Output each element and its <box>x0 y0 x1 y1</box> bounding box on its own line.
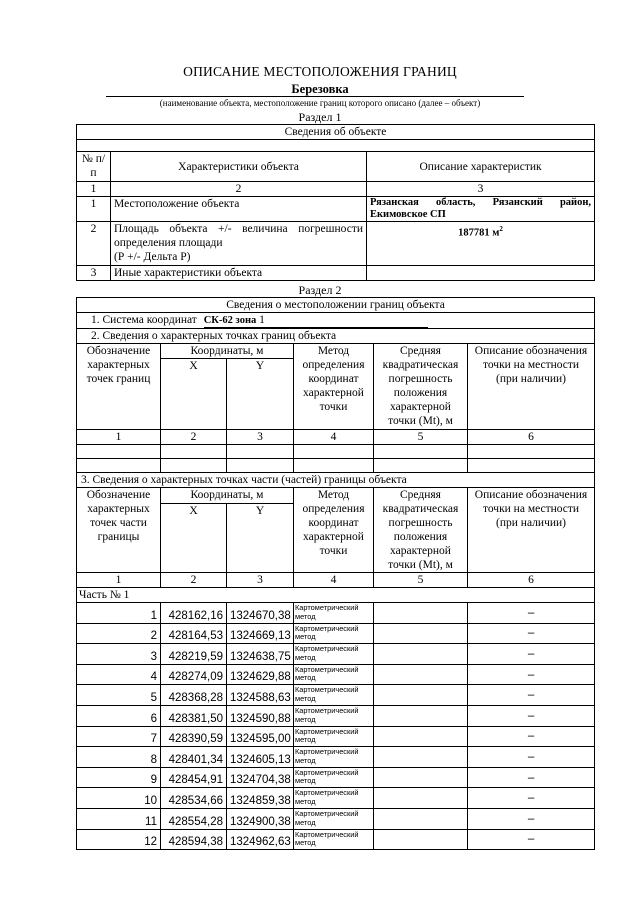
section1-table <box>76 124 595 281</box>
col-number: 3 <box>227 573 294 588</box>
document-title: ОПИСАНИЕ МЕСТОПОЛОЖЕНИЯ ГРАНИЦ <box>183 64 457 79</box>
point-y: 1324859,38 <box>227 788 294 809</box>
point-number: 4 <box>77 664 161 685</box>
point-x: 428164,53 <box>161 623 227 644</box>
point-mt <box>374 623 468 644</box>
col-number: 2 <box>161 430 227 445</box>
point-mt <box>374 767 468 788</box>
point-desc: – <box>468 829 595 850</box>
point-desc: – <box>468 705 595 726</box>
coord-system-value: СК-62 зона <box>203 315 257 326</box>
header-x: X <box>161 359 227 430</box>
col-number: 1 <box>77 430 161 445</box>
point-number: 7 <box>77 726 161 747</box>
table-row <box>77 603 595 624</box>
header-method: Метод определения координат характерной точки <box>294 488 374 573</box>
point-method: Картометрический метод <box>294 623 374 644</box>
point-desc: – <box>468 767 595 788</box>
point-x: 428219,59 <box>161 644 227 665</box>
section1-spacer <box>77 140 595 152</box>
point-x: 428381,50 <box>161 705 227 726</box>
point-mt <box>374 726 468 747</box>
point-number: 11 <box>77 808 161 829</box>
table-row <box>77 726 595 747</box>
point-method: Картометрический метод <box>294 603 374 624</box>
table-row <box>77 747 595 768</box>
point-method: Картометрический метод <box>294 808 374 829</box>
header-y: Y <box>227 359 294 430</box>
point-method: Картометрический метод <box>294 644 374 665</box>
section2-label: Раздел 2 <box>298 283 342 297</box>
row-num: 3 <box>77 266 111 281</box>
col-num-header: № п/п <box>77 152 111 182</box>
empty-row <box>77 459 595 473</box>
col-char-header: Характеристики объекта <box>111 152 367 182</box>
header-mt: Средняя квадратическая погрешность положения характерной точки (Mt), м <box>374 344 468 430</box>
point-y: 1324962,63 <box>227 829 294 850</box>
row-char <box>111 222 367 266</box>
table-row <box>77 705 595 726</box>
col-number: 4 <box>294 573 374 588</box>
point-mt <box>374 603 468 624</box>
header-coords: Координаты, м <box>161 488 294 504</box>
header-y: Y <box>227 503 294 572</box>
point-y: 1324605,13 <box>227 747 294 768</box>
point-desc: – <box>468 685 595 706</box>
header-method: Метод определения координат характерной точки <box>294 344 374 430</box>
point-x: 428401,34 <box>161 747 227 768</box>
table-row <box>77 664 595 685</box>
point-method: Картометрический метод <box>294 726 374 747</box>
col-number: 2 <box>111 182 367 197</box>
col-number: 2 <box>161 573 227 588</box>
header-desc: Описание обозначения точки на местности (при наличии) <box>468 344 595 430</box>
object-name-underline <box>106 96 524 97</box>
area-line2: определения площади <box>114 237 223 249</box>
point-x: 428534,66 <box>161 788 227 809</box>
area-value-text: 187781 м <box>458 227 500 239</box>
point-number: 1 <box>77 603 161 624</box>
row-num: 2 <box>77 222 111 266</box>
point-method: Картометрический метод <box>294 767 374 788</box>
point-number: 9 <box>77 767 161 788</box>
point-y: 1324669,13 <box>227 623 294 644</box>
col-number: 6 <box>468 430 595 445</box>
col-number: 1 <box>77 573 161 588</box>
point-y: 1324670,38 <box>227 603 294 624</box>
row-char: Местоположение объекта <box>111 197 367 222</box>
point-x: 428454,91 <box>161 767 227 788</box>
point-method: Картометрический метод <box>294 685 374 706</box>
point-desc: – <box>468 623 595 644</box>
row-value <box>367 266 595 281</box>
header-mt: Средняя квадратическая погрешность положения характерной точки (Mt), м <box>374 488 468 573</box>
location-line2: Екимовское СП <box>370 209 446 220</box>
row-char: Иные характеристики объекта <box>111 266 367 281</box>
section2-title: Сведения о местоположении границ объекта <box>77 298 595 313</box>
table-row <box>77 623 595 644</box>
point-x: 428390,59 <box>161 726 227 747</box>
table-row <box>77 644 595 665</box>
point-y: 1324595,00 <box>227 726 294 747</box>
point-x: 428594,38 <box>161 829 227 850</box>
row-num: 1 <box>77 197 111 222</box>
col-number: 5 <box>374 573 468 588</box>
point-y: 1324704,38 <box>227 767 294 788</box>
col-number: 4 <box>294 430 374 445</box>
point-number: 2 <box>77 623 161 644</box>
coord-system-zone: 1 <box>259 314 265 326</box>
point-method: Картометрический метод <box>294 705 374 726</box>
point-mt <box>374 788 468 809</box>
table-row <box>77 808 595 829</box>
point-method: Картометрический метод <box>294 747 374 768</box>
col-number: 3 <box>367 182 595 197</box>
location-line1: Рязанская область, Рязанский район, <box>370 197 592 208</box>
col-number: 5 <box>374 430 468 445</box>
point-desc: – <box>468 726 595 747</box>
area-value <box>367 222 595 266</box>
table-row <box>77 197 595 222</box>
point-number: 8 <box>77 747 161 768</box>
point-number: 12 <box>77 829 161 850</box>
table-row <box>77 788 595 809</box>
point-desc: – <box>468 788 595 809</box>
col-number: 3 <box>227 430 294 445</box>
area-line3: (Р +/- Дельта Р) <box>114 251 191 263</box>
point-method: Картометрический метод <box>294 664 374 685</box>
table-row <box>77 266 595 281</box>
coord-system-label: 1. Система координат <box>91 314 197 326</box>
point-x: 428162,16 <box>161 603 227 624</box>
empty-row <box>77 445 595 459</box>
header-x: X <box>161 503 227 572</box>
coord-system-field <box>204 314 428 328</box>
col-number: 6 <box>468 573 595 588</box>
point-mt <box>374 685 468 706</box>
object-caption: (наименование объекта, местоположение границ которого описано (далее – объект) <box>159 98 481 108</box>
col-number: 1 <box>77 182 111 197</box>
point-y: 1324638,75 <box>227 644 294 665</box>
header-desc: Описание обозначения точки на местности (при наличии) <box>468 488 595 573</box>
section1-label: Раздел 1 <box>298 110 342 124</box>
point-method: Картометрический метод <box>294 788 374 809</box>
point-y: 1324629,88 <box>227 664 294 685</box>
table-row <box>77 222 595 266</box>
point-number: 3 <box>77 644 161 665</box>
point-x: 428368,28 <box>161 685 227 706</box>
point-desc: – <box>468 808 595 829</box>
point-y: 1324900,38 <box>227 808 294 829</box>
col-desc-header: Описание характеристик <box>367 152 595 182</box>
section1-title: Сведения об объекте <box>77 125 595 140</box>
point-mt <box>374 644 468 665</box>
part-label: Часть № 1 <box>77 588 595 603</box>
object-name: Березовка <box>291 82 349 96</box>
point-mt <box>374 747 468 768</box>
table-row <box>77 685 595 706</box>
header-coords: Координаты, м <box>161 344 294 359</box>
point-x: 428554,28 <box>161 808 227 829</box>
point-mt <box>374 664 468 685</box>
sub3-title: 3. Сведения о характерных точках части (частей) границы объекта <box>77 473 595 488</box>
point-mt <box>374 705 468 726</box>
table-row <box>77 767 595 788</box>
point-desc: – <box>468 603 595 624</box>
section2-table <box>76 297 595 850</box>
point-method: Картометрический метод <box>294 829 374 850</box>
point-number: 10 <box>77 788 161 809</box>
point-desc: – <box>468 644 595 665</box>
header-point-part: Обозначение характерных точек части границы <box>77 488 161 573</box>
point-mt <box>374 808 468 829</box>
table-row <box>77 829 595 850</box>
point-number: 6 <box>77 705 161 726</box>
coord-system-row <box>77 313 595 329</box>
sub2-title: 2. Сведения о характерных точках границ объекта <box>77 329 595 344</box>
header-point: Обозначение характерных точек границ <box>77 344 161 430</box>
point-mt <box>374 829 468 850</box>
point-x: 428274,09 <box>161 664 227 685</box>
point-desc: – <box>468 664 595 685</box>
point-desc: – <box>468 747 595 768</box>
area-line1: Площадь объекта +/- величина погрешности <box>114 223 363 235</box>
point-y: 1324590,88 <box>227 705 294 726</box>
point-y: 1324588,63 <box>227 685 294 706</box>
row-value <box>367 197 595 222</box>
point-number: 5 <box>77 685 161 706</box>
area-value-sup: 2 <box>499 225 503 233</box>
